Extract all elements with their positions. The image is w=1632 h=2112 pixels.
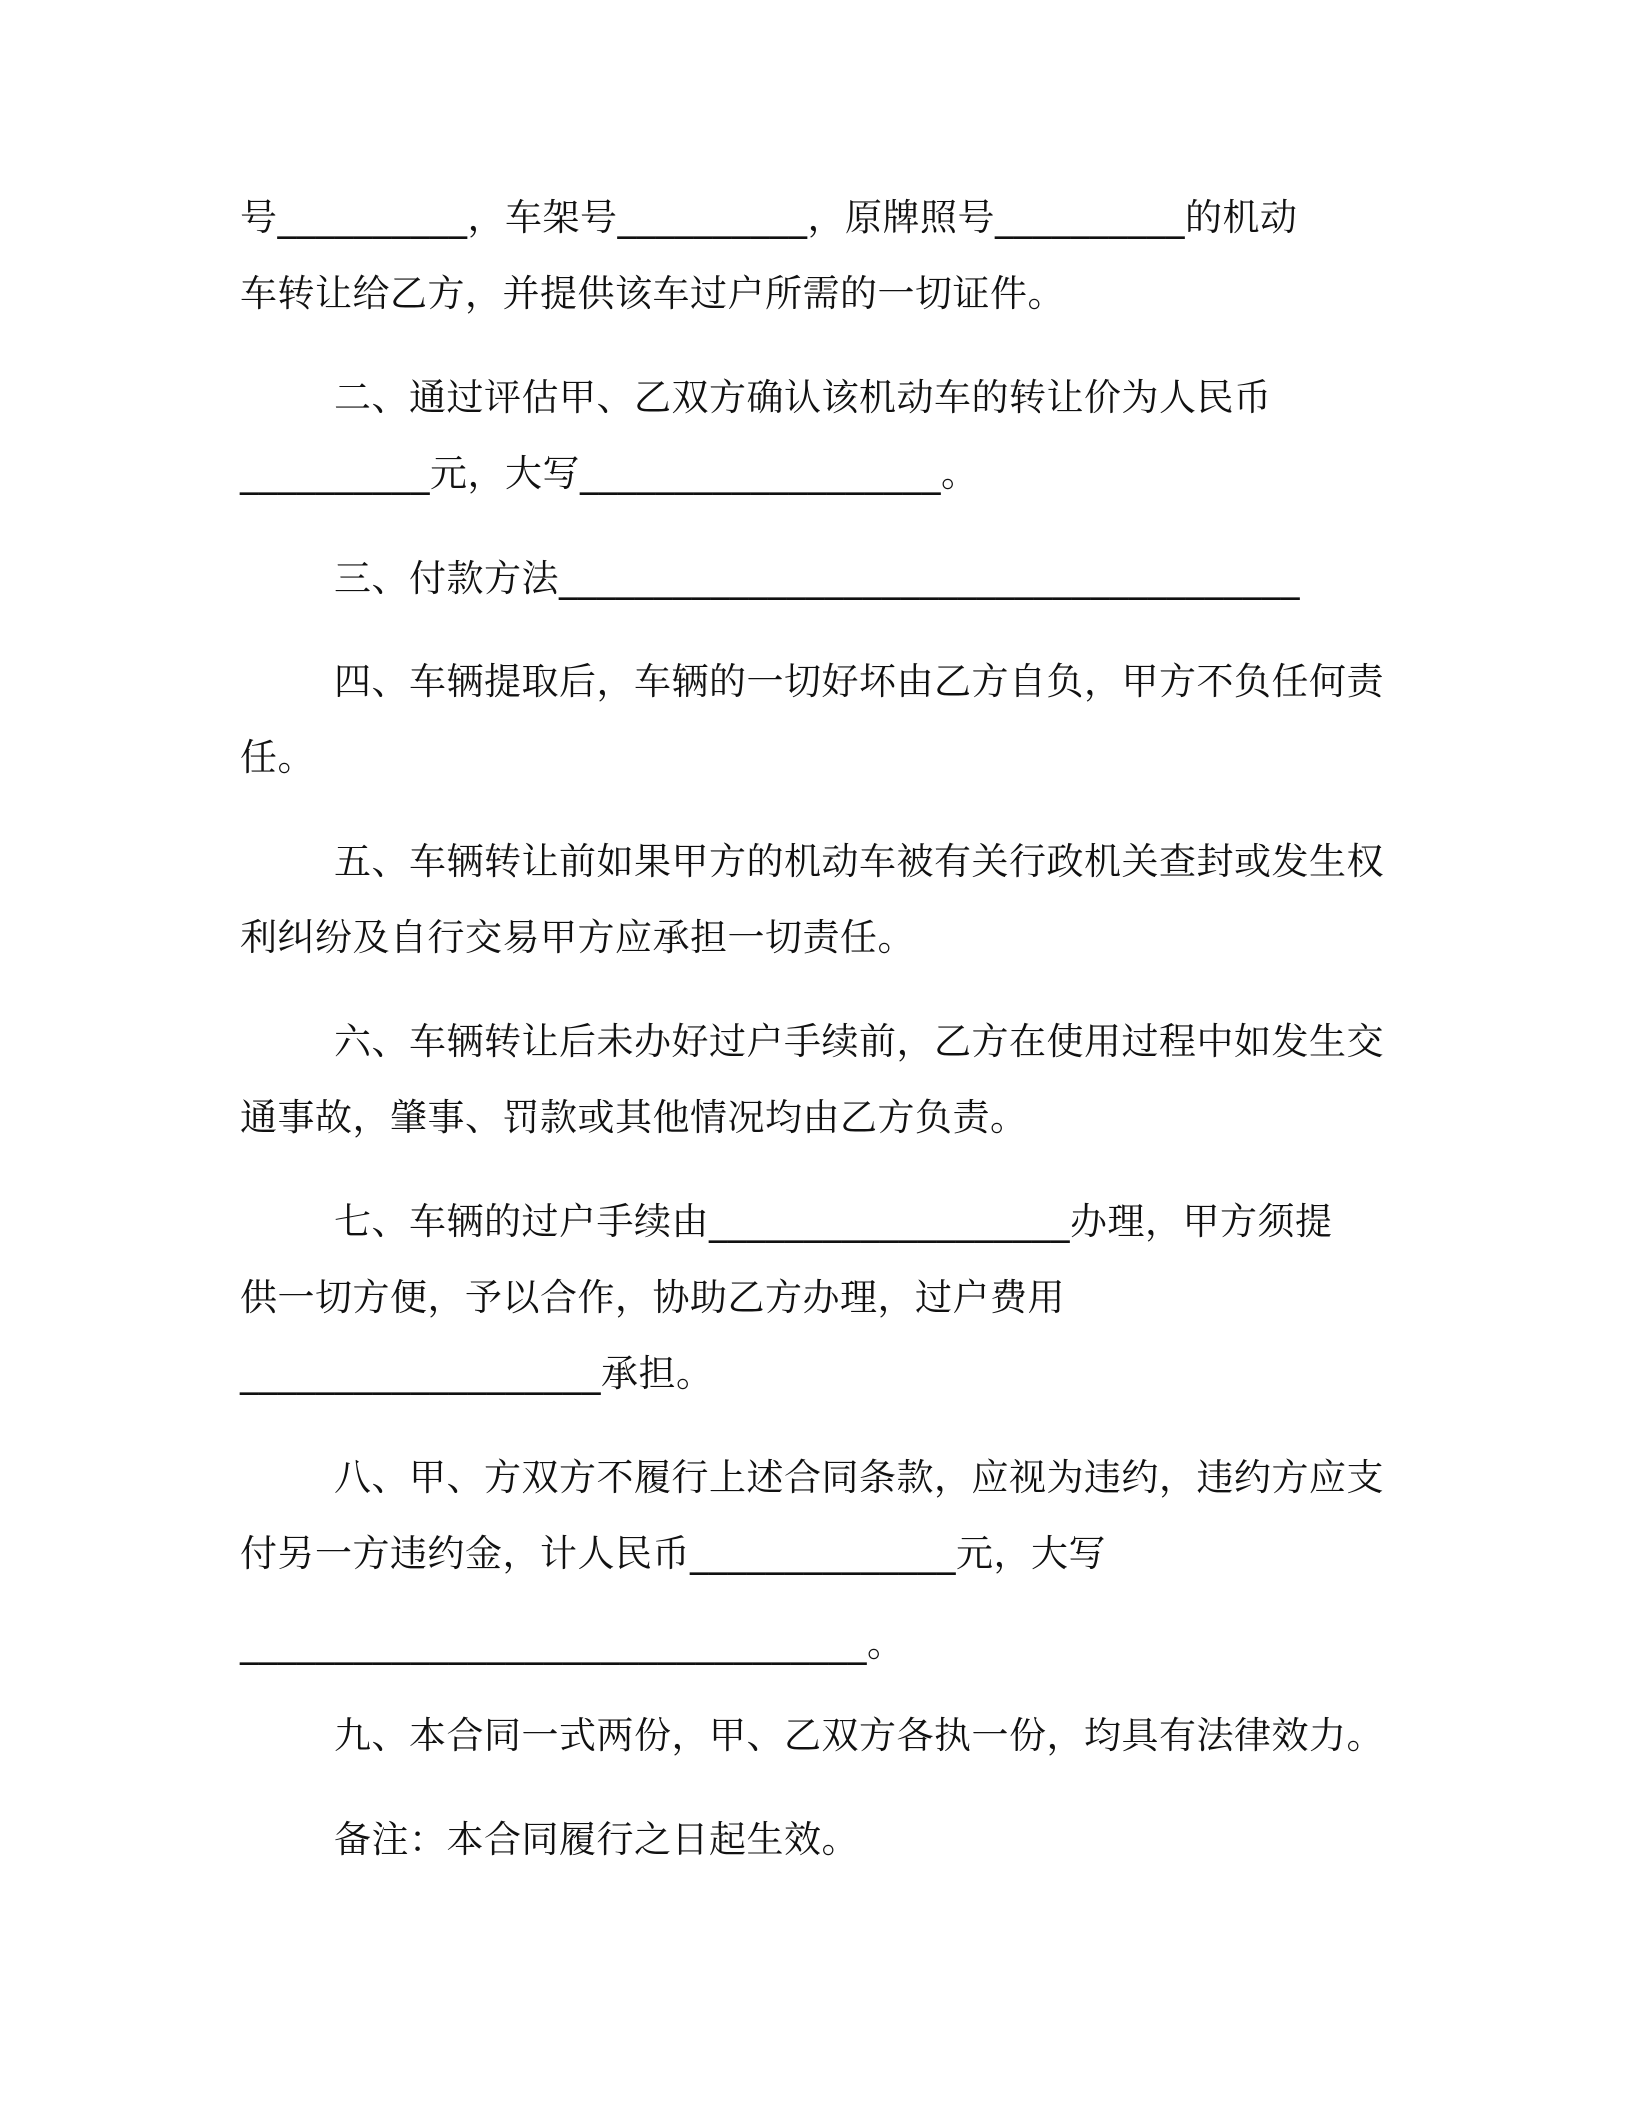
clause-7-line-3: ___________________承担。: [240, 1352, 714, 1395]
clause-2-line-2: __________元，大写___________________。: [240, 452, 979, 495]
clause-6-line-2: 通事故，肇事、罚款或其他情况均由乙方负责。: [240, 1096, 1028, 1139]
clause-5-line-1: 五、车辆转让前如果甲方的机动车被有关行政机关查封或发生权: [334, 840, 1384, 883]
clause-8-line-2: 付另一方违约金，计人民币______________元，大写: [240, 1532, 1106, 1575]
clause-9-line-1: 九、本合同一式两份，甲、乙双方各执一份，均具有法律效力。: [334, 1714, 1384, 1757]
clause-4-line-1: 四、车辆提取后，车辆的一切好坏由乙方自负，甲方不负任何责: [334, 660, 1384, 703]
clause-2-line-1: 二、通过评估甲、乙双方确认该机动车的转让价为人民币: [334, 376, 1272, 419]
clause-3-line-1: 三、付款方法_______________________________________: [334, 557, 1300, 600]
text-line-1: 号__________，车架号__________，原牌照号__________的机动: [240, 196, 1298, 239]
clause-4-line-2: 任。: [240, 736, 315, 779]
clause-8-line-1: 八、甲、方双方不履行上述合同条款，应视为违约，违约方应支: [334, 1456, 1384, 1499]
clause-7-line-2: 供一切方便，予以合作，协助乙方办理，过户费用: [240, 1276, 1065, 1319]
clause-7-line-1: 七、车辆的过户手续由___________________办理，甲方须提: [334, 1200, 1333, 1243]
clause-5-line-2: 利纠纷及自行交易甲方应承担一切责任。: [240, 916, 915, 959]
clause-8-line-3: _________________________________。: [240, 1622, 905, 1665]
remark-line: 备注：本合同履行之日起生效。: [334, 1818, 859, 1861]
text-line-2: 车转让给乙方，并提供该车过户所需的一切证件。: [240, 272, 1065, 315]
clause-6-line-1: 六、车辆转让后未办好过户手续前，乙方在使用过程中如发生交: [334, 1020, 1384, 1063]
